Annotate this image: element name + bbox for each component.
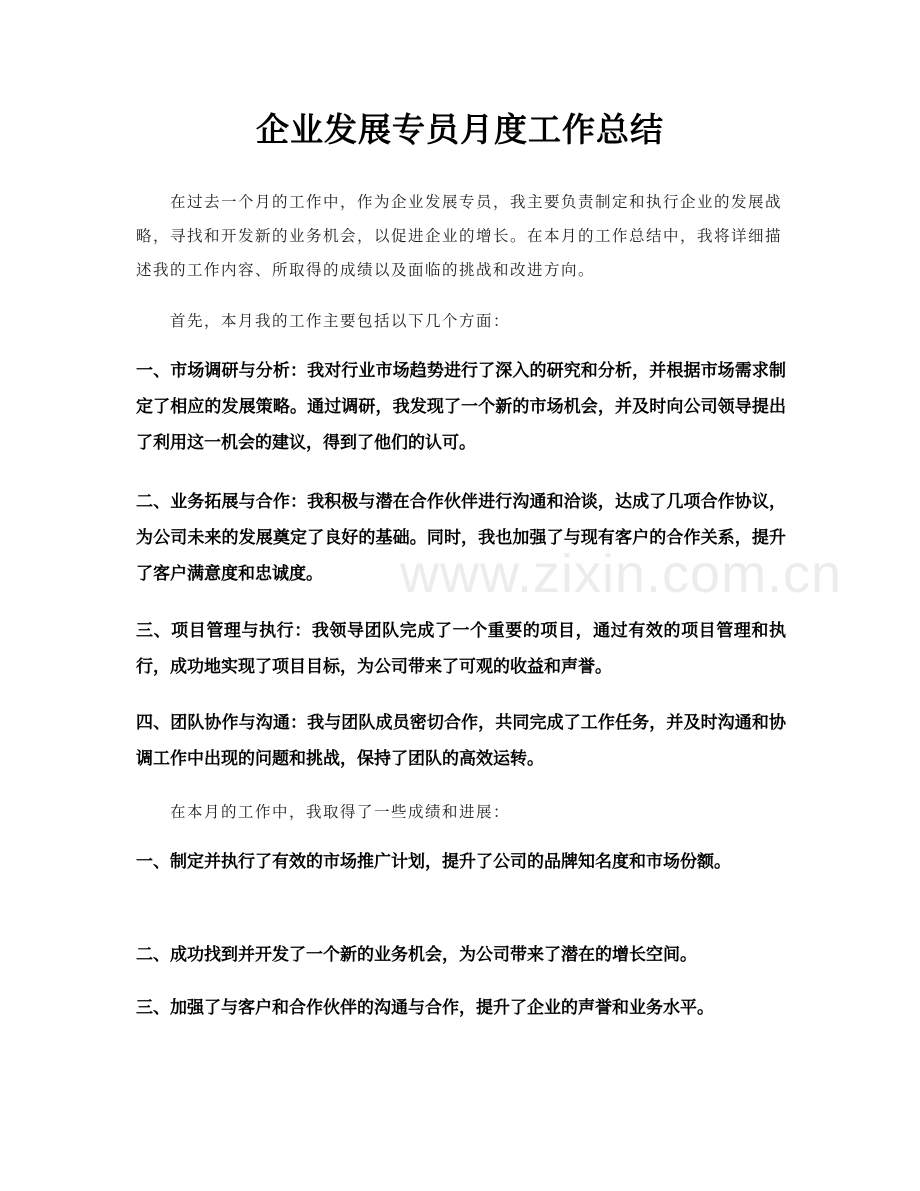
work-item-2: 二、业务拓展与合作：我积极与潜在合作伙伴进行沟通和洽谈，达成了几项合作协议，为公司未来的发展奠定了良好的基础。同时，我也加强了与现有客户的合作关系，提升了客户满意度和忠诚度。: [136, 492, 786, 584]
work-item-3: 三、项目管理与执行：我领导团队完成了一个重要的项目，通过有效的项目管理和执行，成功地实现了项目目标，为公司带来了可观的收益和声誉。: [136, 621, 786, 677]
work-item-4: 四、团队协作与沟通：我与团队成员密切合作，共同完成了工作任务，并及时沟通和协调工作中出现的问题和挑战，保持了团队的高效运转。: [136, 713, 786, 769]
work-intro-paragraph: 首先，本月我的工作主要包括以下几个方面：: [170, 312, 511, 330]
document-title: 企业发展专员月度工作总结: [256, 110, 664, 149]
achievement-item-2: 二、成功找到并开发了一个新的业务机会，为公司带来了潜在的增长空间。: [136, 945, 697, 965]
achievements-intro-paragraph: 在本月的工作中，我取得了一些成绩和进展：: [170, 803, 511, 821]
work-item-1: 一、市场调研与分析：我对行业市场趋势进行了深入的研究和分析，并根据市场需求制定了相应的发展策略。通过调研，我发现了一个新的市场机会，并及时向公司领导提出了利用这一机会的建议，得到了他们的认可。: [136, 361, 786, 453]
achievement-item-3: 三、加强了与客户和合作伙伴的沟通与合作，提升了企业的声誉和业务水平。: [136, 998, 714, 1018]
achievement-item-1: 一、制定并执行了有效的市场推广计划，提升了公司的品牌知名度和市场份额。: [136, 852, 731, 872]
watermark: www.zixin.com.cn: [400, 544, 843, 604]
intro-paragraph: 在过去一个月的工作中，作为企业发展专员，我主要负责制定和执行企业的发展战略，寻找和开发新的业务机会，以促进企业的增长。在本月的工作总结中，我将详细描述我的工作内容、所取得的成绩以及面临的挑战和改进方向。: [136, 193, 783, 279]
